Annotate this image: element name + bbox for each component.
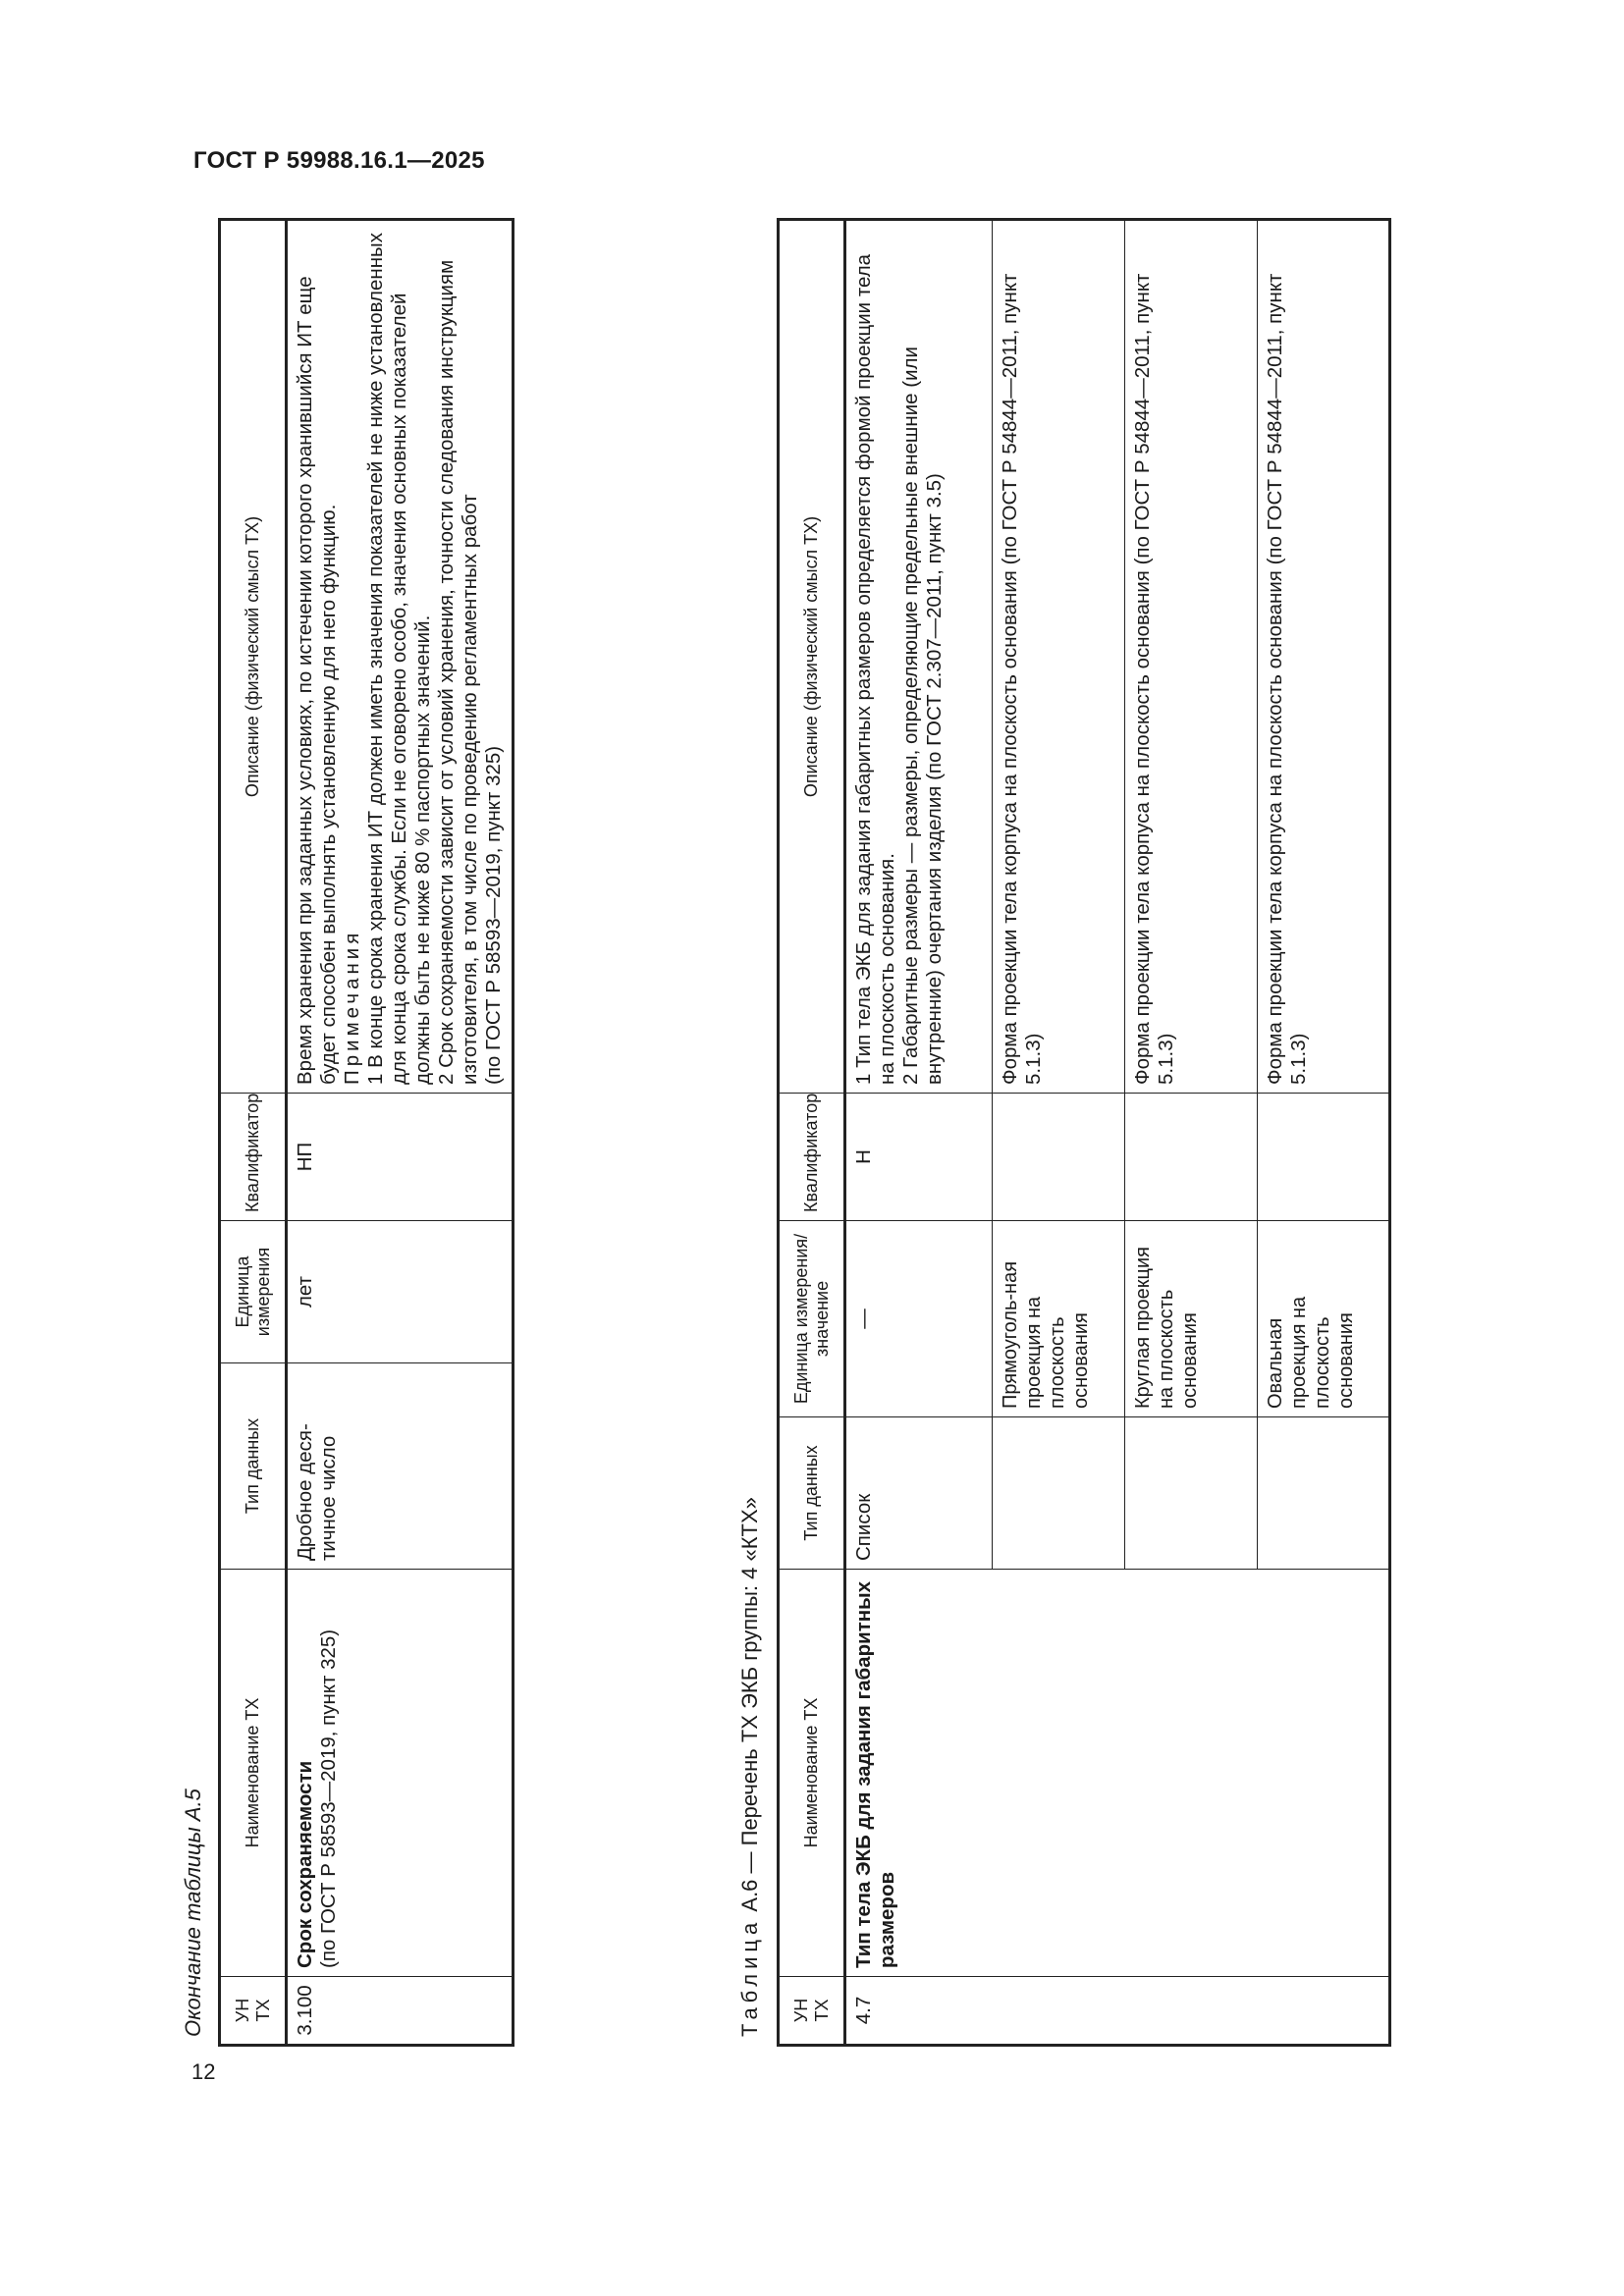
cell-unit: лет bbox=[287, 1221, 514, 1363]
cell-type: Список bbox=[845, 1417, 993, 1570]
col-header-unit: Единица измерения bbox=[220, 1221, 287, 1363]
cell-type-empty bbox=[1125, 1417, 1258, 1570]
cell-value-description: Форма проекции тела корпуса на плоскость основания (по ГОСТ Р 54844—2011, пункт 5.1.3) bbox=[1125, 220, 1258, 1094]
cell-description bbox=[845, 220, 993, 1094]
col-header-type: Тип данных bbox=[779, 1417, 845, 1570]
col-header-description: Описание (физический смысл ТХ) bbox=[779, 220, 845, 1094]
col-header-unit: Единица измерения/ значение bbox=[779, 1221, 845, 1417]
cell-qualifier-empty bbox=[1125, 1094, 1258, 1221]
table-a5-caption: Окончание таблицы А.5 bbox=[181, 1789, 205, 2037]
table-a5 bbox=[218, 218, 514, 2047]
caption-text: А.6 — Перечень ТХ ЭКБ группы: 4 «КТХ» bbox=[737, 1497, 762, 1912]
cell-qualifier: НП bbox=[287, 1094, 514, 1221]
page-number: 12 bbox=[191, 2059, 216, 2084]
note-2-ref: (по ГОСТ Р 58593—2019, пункт 325) bbox=[482, 745, 505, 1085]
cell-value-description: Форма проекции тела корпуса на плоскость основания (по ГОСТ Р 54844—2011, пункт 5.1.3) bbox=[993, 220, 1125, 1094]
name-ref: (по ГОСТ Р 58593—2019, пункт 325) bbox=[317, 1629, 340, 1968]
col-header-qualifier: Квалификатор bbox=[779, 1094, 845, 1221]
cell-type-empty bbox=[993, 1417, 1125, 1570]
cell-value: Овальная проекция на плоскость основания bbox=[1258, 1221, 1390, 1417]
desc-1: 1 Тип тела ЭКБ для задания габаритных размеров определяется формой проекции тела на плоскость основания. bbox=[852, 253, 898, 1085]
cell-name: Тип тела ЭКБ для задания габаритных размеров bbox=[845, 1570, 1390, 1977]
col-header-id: УН ТХ bbox=[220, 1977, 287, 2046]
note-2: 2 Срок сохраняемости зависит от условий хранения, точности следования инструкциям изготовителя, в том числе по проведению регламентных работ bbox=[435, 259, 481, 1085]
desc-2: 2 Габаритные размеры — размеры, определяющие предельные внешние (или внутренние) очертания изделия (по ГОСТ 2.307—2011, пункт 3.5) bbox=[899, 347, 946, 1085]
cell-qualifier-empty bbox=[993, 1094, 1125, 1221]
cell-id: 3.100 bbox=[287, 1977, 514, 2046]
table-row bbox=[845, 220, 993, 2046]
desc-main: Время хранения при заданных условиях, по истечении которого хранившийся ИТ еще будет способен выполнять установленную для него функцию. bbox=[294, 276, 340, 1085]
col-header-type: Тип данных bbox=[220, 1363, 287, 1570]
cell-qualifier: Н bbox=[845, 1094, 993, 1221]
note-1: 1 В конце срока хранения ИТ должен иметь значения показателей не ниже установленных для конца срока службы. Если не оговорено особо, значения основных показателей должны быть не ниже 80 % паспортных значений. bbox=[364, 232, 434, 1085]
cell-value: Прямоуголь-ная проекция на плоскость основания bbox=[993, 1221, 1125, 1417]
table-a6 bbox=[777, 218, 1391, 2047]
cell-qualifier-empty bbox=[1258, 1094, 1390, 1221]
notes-title: Примечания bbox=[341, 929, 363, 1085]
cell-description bbox=[287, 220, 514, 1094]
table-row bbox=[287, 220, 514, 2046]
col-header-description: Описание (физический смысл ТХ) bbox=[220, 220, 287, 1094]
cell-id: 4.7 bbox=[845, 1977, 1390, 2046]
cell-unit: — bbox=[845, 1221, 993, 1417]
cell-type-empty bbox=[1258, 1417, 1390, 1570]
col-header-name: Наименование ТХ bbox=[779, 1570, 845, 1977]
cell-type: Дробное деся-тичное число bbox=[287, 1363, 514, 1570]
cell-value: Круглая проекция на плоскость основания bbox=[1125, 1221, 1258, 1417]
document-code: ГОСТ Р 59988.16.1—2025 bbox=[193, 147, 485, 174]
col-header-id: УН ТХ bbox=[779, 1977, 845, 2046]
cell-value-description: Форма проекции тела корпуса на плоскость основания (по ГОСТ Р 54844—2011, пункт 5.1.3) bbox=[1258, 220, 1390, 1094]
table-a6-caption bbox=[737, 1497, 763, 2037]
rotated-page-content bbox=[181, 211, 1477, 2076]
col-header-name: Наименование ТХ bbox=[220, 1570, 287, 1977]
cell-name bbox=[287, 1570, 514, 1977]
caption-label: Таблица bbox=[737, 1917, 762, 2037]
name-bold: Срок сохраняемости bbox=[294, 1760, 316, 1968]
col-header-qualifier: Квалификатор bbox=[220, 1094, 287, 1221]
